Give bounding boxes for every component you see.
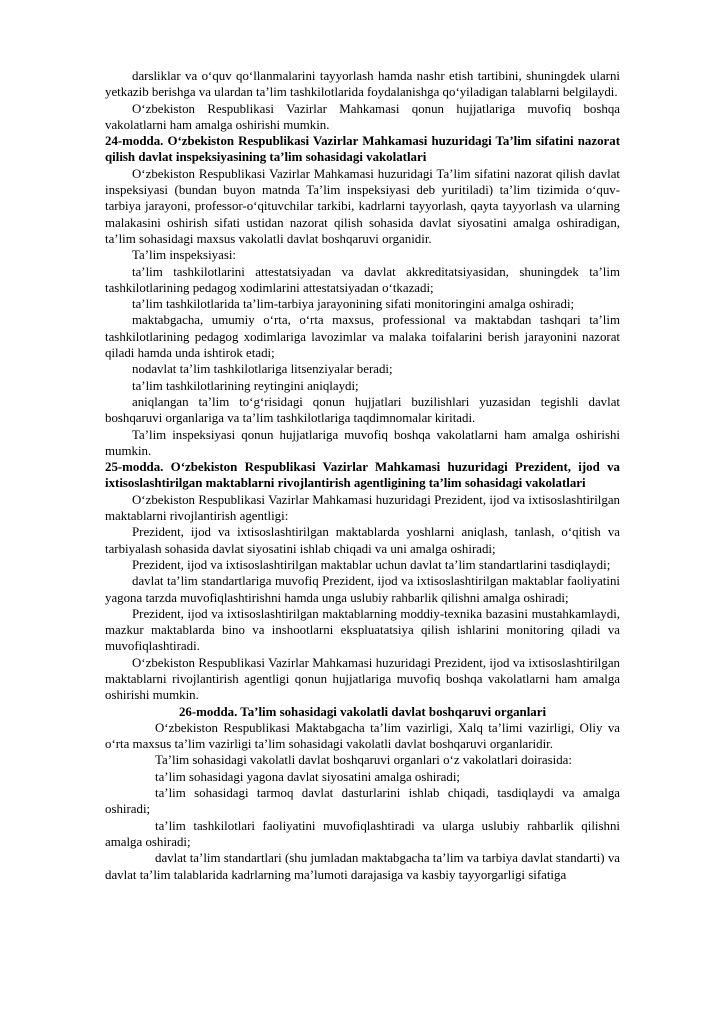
paragraph: O‘zbekiston Respublikasi Vazirlar Mahkamasi qonun hujjatlariga muvofiq boshqa vakolatlarni ham amalga oshirishi mumkin. bbox=[105, 101, 620, 132]
paragraph: aniqlangan ta’lim to‘g‘risidagi qonun hujjatlari buzilishlari yuzasidan tegishli davlat boshqaruvi organlariga va ta’lim tashkilotlariga taqdimnomalar kiritadi. bbox=[105, 394, 620, 426]
paragraph: O‘zbekiston Respublikasi Vazirlar Mahkamasi huzuridagi Prezident, ijod va ixtisoslashtirilgan maktablarni rivojlantirish agentligi qonun hujjatlariga muvofiq boshqa vakolatlarni ham amalga oshirishi mumkin. bbox=[105, 655, 620, 703]
paragraph: Ta’lim inspeksiyasi qonun hujjatlariga muvofiq boshqa vakolatlarni ham amalga oshirishi mumkin. bbox=[105, 427, 620, 458]
paragraph: ta’lim sohasidagi yagona davlat siyosatini amalga oshiradi; bbox=[155, 769, 461, 784]
paragraph: O‘zbekiston Respublikasi Vazirlar Mahkamasi huzuridagi Prezident, ijod va ixtisoslashtirilgan maktablarni rivojlantirish agentligi: bbox=[105, 492, 620, 524]
paragraph: ta’lim sohasidagi tarmoq davlat dasturlarini ishlab chiqadi, tasdiqlaydi va amalga oshiradi; bbox=[105, 786, 620, 817]
paragraph: ta’lim tashkilotlarida ta’lim-tarbiya jarayonining sifati monitoringini amalga oshiradi; bbox=[132, 297, 575, 312]
paragraph: ta’lim tashkilotlari faoliyatini muvofiqlashtiradi va ularga uslubiy rahbarlik qilishni amalga oshiradi; bbox=[105, 818, 620, 849]
paragraph: davlat ta’lim standartlariga muvofiq Prezident, ijod va ixtisoslashtirilgan maktablar faoliyatini yagona tarzda muvofiqlashtirishni hamda unga uslubiy rahbarlik qilishni amalga oshiradi; bbox=[105, 574, 620, 605]
document-body bbox=[105, 68, 620, 883]
paragraph: darsliklar va o‘quv qo‘llanmalarini tayyorlash hamda nashr etish tartibini, shuningdek ularni yetkazib berishga va ulardan ta’lim tashkilotlarida foydalanishga qo‘yiladigan talablarni belgilaydi. bbox=[105, 69, 620, 100]
article-heading: 24-modda. O‘zbekiston Respublikasi Vazirlar Mahkamasi huzuridagi Ta’lim sifatini nazorat qilish davlat inspeksiyasining ta’lim sohasidagi vakolatlari bbox=[105, 134, 620, 165]
paragraph: ta’lim tashkilotlarining reytingini aniqlaydi; bbox=[132, 378, 359, 393]
paragraph: davlat ta’lim standartlari (shu jumladan maktabgacha ta’lim va tarbiya davlat standarti) va davlat ta’lim talablarida kadrlarning ma’lumoti darajasiga va kasbiy tayyorgarligi sifatiga bbox=[105, 851, 620, 882]
paragraph: nodavlat ta’lim tashkilotlariga litsenziyalar beradi; bbox=[132, 362, 393, 377]
paragraph: Prezident, ijod va ixtisoslashtirilgan maktablarda yoshlarni aniqlash, tanlash, o‘qitish va tarbiyalash sohasida davlat siyosatini ishlab chiqadi va uni amalga oshiradi; bbox=[105, 525, 620, 556]
paragraph: Prezident, ijod va ixtisoslashtirilgan maktablar uchun davlat ta’lim standartlarini tasdiqlaydi; bbox=[132, 557, 611, 572]
paragraph: Ta’lim inspeksiyasi: bbox=[132, 248, 236, 263]
paragraph: Ta’lim sohasidagi vakolatli davlat boshqaruvi organlari o‘z vakolatlari doirasida: bbox=[155, 753, 572, 768]
article-heading: 25-modda. O‘zbekiston Respublikasi Vazirlar Mahkamasi huzuridagi Prezident, ijod va ixtisoslashtirilgan maktablarni rivojlantirish agentligining ta’lim sohasidagi vakolatlari bbox=[105, 460, 620, 491]
paragraph: O‘zbekiston Respublikasi Maktabgacha ta’lim vazirligi, Xalq ta’limi vazirligi, Oliy va o‘rta maxsus ta’lim vazirligi ta’lim sohasidagi vakolatli davlat boshqaruvi organlaridir. bbox=[105, 720, 620, 752]
paragraph: maktabgacha, umumiy o‘rta, o‘rta maxsus, professional va maktabdan tashqari ta’lim tashkilotlarining pedagog xodimlariga lavozimlar va malaka toifalarini berish jarayonini nazorat qiladi hamda unda ishtirok etadi; bbox=[105, 313, 620, 361]
article-heading: 26-modda. Ta’lim sohasidagi vakolatli davlat boshqaruvi organlari bbox=[178, 704, 547, 719]
paragraph: ta’lim tashkilotlarini attestatsiyadan va davlat akkreditatsiyasidan, shuningdek ta’lim tashkilotlarining pedagog xodimlarini attestatsiyadan o‘tkazadi; bbox=[105, 264, 620, 295]
paragraph: Prezident, ijod va ixtisoslashtirilgan maktablarning moddiy-texnika bazasini mustahkamlaydi, mazkur maktablarda bino va inshootlarni ekspluatatsiya qilish ishlarini monitoring qiladi va muvofiqlashtiradi. bbox=[105, 606, 620, 654]
paragraph: O‘zbekiston Respublikasi Vazirlar Mahkamasi huzuridagi Ta’lim sifatini nazorat qilish davlat inspeksiyasi (bundan buyon matnda Ta’lim inspeksiyasi deb yuritiladi) ta’lim tizimida o‘quv-tarbiya jarayoni, professor-o‘qituvchilar tarkibi, kadrlarni tayyorlash, qayta tayyorlash va ularning malakasini oshirish sifati ustidan nazorat qilish sohasida davlat siyosatini amalga oshiradigan, ta’lim sohasidagi maxsus vakolatli davlat boshqaruvi organidir. bbox=[105, 166, 620, 246]
